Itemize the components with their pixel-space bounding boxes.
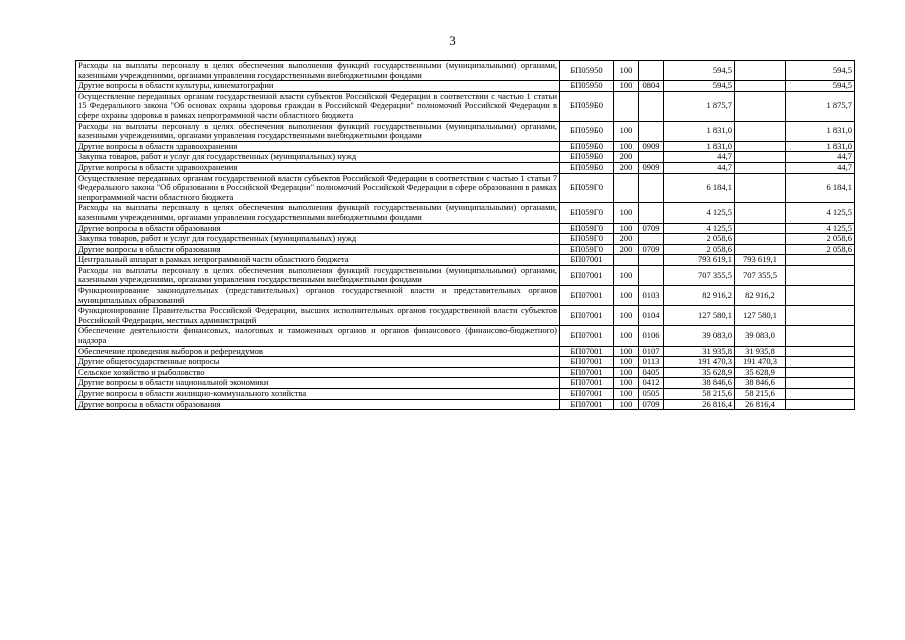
table-row [76, 286, 855, 306]
amount-column-2 [735, 203, 786, 223]
target-article-code: БП059Б0 [560, 91, 614, 121]
table-body [76, 61, 855, 410]
target-article-code: БП059Б0 [560, 162, 614, 173]
table-row [76, 141, 855, 152]
row-description: Обеспечение деятельности финансовых, налоговых и таможенных органов и органов финансового (финансово-бюджетного) надзора [76, 326, 560, 346]
amount-column-3: 1 831,0 [786, 121, 855, 141]
target-article-code: БП059Г0 [560, 173, 614, 203]
row-description: Сельское хозяйство и рыболовство [76, 367, 560, 378]
target-article-code: БП07001 [560, 265, 614, 285]
section-code [639, 203, 664, 223]
amount-column-3 [786, 255, 855, 266]
section-code [639, 265, 664, 285]
table-row [76, 265, 855, 285]
amount-column-3: 2 058,6 [786, 244, 855, 255]
row-description: Другие вопросы в области жилищно-коммунального хозяйства [76, 389, 560, 400]
section-code [639, 234, 664, 245]
section-code: 0106 [639, 326, 664, 346]
section-code: 0104 [639, 306, 664, 326]
section-code: 0709 [639, 223, 664, 234]
amount-total: 44,7 [664, 162, 735, 173]
table-row [76, 244, 855, 255]
amount-total: 793 619,1 [664, 255, 735, 266]
row-description: Осуществление переданных органам государственной власти субъектов Российской Федерации в соответствии с частью 1 статьи 7 Федерального закона "Об образовании в Российской Федерации" полномочий Российской Федерации в сфере образования в рамках непрограммной части областного бюджета [76, 173, 560, 203]
amount-column-3 [786, 378, 855, 389]
amount-column-3 [786, 265, 855, 285]
table-row [76, 223, 855, 234]
expense-type-code: 100 [614, 306, 639, 326]
section-code: 0709 [639, 244, 664, 255]
row-description: Другие вопросы в области образования [76, 244, 560, 255]
row-description: Другие вопросы в области здравоохранения [76, 141, 560, 152]
amount-column-3: 594,5 [786, 61, 855, 81]
expense-type-code: 100 [614, 223, 639, 234]
table-row [76, 121, 855, 141]
amount-total: 4 125,5 [664, 203, 735, 223]
amount-column-3 [786, 346, 855, 357]
section-code: 0113 [639, 357, 664, 368]
row-description: Другие вопросы в области национальной экономики [76, 378, 560, 389]
expense-type-code [614, 91, 639, 121]
amount-total: 6 184,1 [664, 173, 735, 203]
amount-column-3: 4 125,5 [786, 203, 855, 223]
target-article-code: БП07001 [560, 306, 614, 326]
expense-type-code: 200 [614, 244, 639, 255]
amount-column-2: 127 580,1 [735, 306, 786, 326]
target-article-code: БП07001 [560, 378, 614, 389]
amount-column-2 [735, 61, 786, 81]
expense-type-code: 100 [614, 61, 639, 81]
amount-column-2 [735, 81, 786, 92]
table-row [76, 234, 855, 245]
amount-column-2: 58 215,6 [735, 389, 786, 400]
amount-total: 594,5 [664, 61, 735, 81]
amount-column-2: 82 916,2 [735, 286, 786, 306]
table-row [76, 152, 855, 163]
amount-total: 1 875,7 [664, 91, 735, 121]
amount-total: 44,7 [664, 152, 735, 163]
amount-column-2 [735, 141, 786, 152]
target-article-code: БП07001 [560, 357, 614, 368]
page-number: 3 [449, 33, 456, 48]
amount-column-2 [735, 121, 786, 141]
expense-type-code: 100 [614, 357, 639, 368]
expense-type-code: 100 [614, 265, 639, 285]
amount-column-2: 191 470,3 [735, 357, 786, 368]
target-article-code: БП07001 [560, 367, 614, 378]
amount-column-2: 31 935,8 [735, 346, 786, 357]
amount-column-3: 1 875,7 [786, 91, 855, 121]
target-article-code: БП059Г0 [560, 203, 614, 223]
amount-column-3: 44,7 [786, 152, 855, 163]
target-article-code: БП05950 [560, 61, 614, 81]
amount-total: 35 628,9 [664, 367, 735, 378]
amount-total: 1 831,0 [664, 121, 735, 141]
amount-column-2 [735, 162, 786, 173]
expense-type-code: 100 [614, 326, 639, 346]
amount-column-2: 26 816,4 [735, 399, 786, 410]
expense-type-code: 200 [614, 152, 639, 163]
amount-column-2: 38 846,6 [735, 378, 786, 389]
amount-total: 594,5 [664, 81, 735, 92]
table-row [76, 306, 855, 326]
row-description: Другие общегосударственные вопросы [76, 357, 560, 368]
target-article-code: БП059Г0 [560, 223, 614, 234]
section-code [639, 173, 664, 203]
table-row [76, 162, 855, 173]
amount-column-3 [786, 286, 855, 306]
expense-type-code: 100 [614, 378, 639, 389]
section-code: 0909 [639, 141, 664, 152]
table-row [76, 399, 855, 410]
row-description: Другие вопросы в области культуры, кинематографии [76, 81, 560, 92]
amount-total: 4 125,5 [664, 223, 735, 234]
expense-type-code [614, 255, 639, 266]
section-code: 0505 [639, 389, 664, 400]
table-row [76, 203, 855, 223]
amount-column-3 [786, 326, 855, 346]
row-description: Обеспечение проведения выборов и референдумов [76, 346, 560, 357]
row-description: Центральный аппарат в рамках непрограммной части областного бюджета [76, 255, 560, 266]
amount-total: 1 831,0 [664, 141, 735, 152]
expense-type-code [614, 173, 639, 203]
amount-column-3 [786, 399, 855, 410]
row-description: Функционирование законодательных (представительных) органов государственной власти и представительных органов муниципальных образований [76, 286, 560, 306]
amount-column-3: 2 058,6 [786, 234, 855, 245]
row-description: Осуществление переданных органам государственной власти субъектов Российской Федерации в соответствии с частью 1 статьи 15 Федерального закона "Об основах охраны здоровья граждан в Российской Федерации" полномочий Российской Федерации в сфере охраны здоровья в рамках непрограммной части областного бюджета [76, 91, 560, 121]
expense-type-code: 100 [614, 286, 639, 306]
amount-column-3 [786, 306, 855, 326]
section-code: 0804 [639, 81, 664, 92]
section-code: 0909 [639, 162, 664, 173]
table-row [76, 173, 855, 203]
expense-type-code: 100 [614, 346, 639, 357]
expense-type-code: 200 [614, 162, 639, 173]
amount-total: 82 916,2 [664, 286, 735, 306]
expense-type-code: 200 [614, 234, 639, 245]
amount-total: 127 580,1 [664, 306, 735, 326]
amount-total: 39 083,0 [664, 326, 735, 346]
amount-total: 26 816,4 [664, 399, 735, 410]
budget-table [75, 60, 855, 410]
amount-column-3: 1 831,0 [786, 141, 855, 152]
amount-column-3 [786, 389, 855, 400]
section-code: 0103 [639, 286, 664, 306]
table-row [76, 378, 855, 389]
expense-type-code: 100 [614, 367, 639, 378]
amount-column-2: 707 355,5 [735, 265, 786, 285]
amount-total: 2 058,6 [664, 244, 735, 255]
amount-column-2 [735, 223, 786, 234]
target-article-code: БП07001 [560, 389, 614, 400]
expense-type-code: 100 [614, 121, 639, 141]
target-article-code: БП07001 [560, 326, 614, 346]
section-code: 0405 [639, 367, 664, 378]
target-article-code: БП07001 [560, 399, 614, 410]
amount-column-3: 44,7 [786, 162, 855, 173]
row-description: Другие вопросы в области здравоохранения [76, 162, 560, 173]
table-row [76, 255, 855, 266]
amount-column-2: 35 628,9 [735, 367, 786, 378]
target-article-code: БП059Г0 [560, 244, 614, 255]
table-row [76, 81, 855, 92]
target-article-code: БП059Б0 [560, 152, 614, 163]
table-row [76, 61, 855, 81]
amount-column-2 [735, 91, 786, 121]
amount-total: 2 058,6 [664, 234, 735, 245]
amount-column-2: 793 619,1 [735, 255, 786, 266]
amount-column-2 [735, 152, 786, 163]
section-code [639, 91, 664, 121]
target-article-code: БП07001 [560, 255, 614, 266]
amount-column-3: 6 184,1 [786, 173, 855, 203]
amount-total: 191 470,3 [664, 357, 735, 368]
row-description: Другие вопросы в области образования [76, 223, 560, 234]
target-article-code: БП07001 [560, 346, 614, 357]
table-row [76, 367, 855, 378]
expense-type-code: 100 [614, 81, 639, 92]
section-code: 0107 [639, 346, 664, 357]
section-code [639, 121, 664, 141]
target-article-code: БП07001 [560, 286, 614, 306]
amount-column-3: 4 125,5 [786, 223, 855, 234]
table-row [76, 91, 855, 121]
amount-column-2 [735, 173, 786, 203]
amount-column-3 [786, 357, 855, 368]
section-code [639, 152, 664, 163]
amount-column-2 [735, 234, 786, 245]
section-code [639, 61, 664, 81]
expense-type-code: 100 [614, 389, 639, 400]
target-article-code: БП05950 [560, 81, 614, 92]
section-code: 0709 [639, 399, 664, 410]
row-description: Расходы на выплаты персоналу в целях обеспечения выполнения функций государственными (муниципальными) органами, казенными учреждениями, органами управления государственными внебюджетными фондами [76, 121, 560, 141]
amount-column-3: 594,5 [786, 81, 855, 92]
amount-total: 38 846,6 [664, 378, 735, 389]
expense-type-code: 100 [614, 203, 639, 223]
amount-total: 58 215,6 [664, 389, 735, 400]
row-description: Закупка товаров, работ и услуг для государственных (муниципальных) нужд [76, 234, 560, 245]
section-code [639, 255, 664, 266]
row-description: Закупка товаров, работ и услуг для государственных (муниципальных) нужд [76, 152, 560, 163]
expense-type-code: 100 [614, 399, 639, 410]
amount-total: 707 355,5 [664, 265, 735, 285]
table-row [76, 357, 855, 368]
expense-type-code: 100 [614, 141, 639, 152]
table-row [76, 389, 855, 400]
amount-total: 31 935,8 [664, 346, 735, 357]
amount-column-2 [735, 244, 786, 255]
target-article-code: БП059Г0 [560, 234, 614, 245]
table-row [76, 326, 855, 346]
row-description: Другие вопросы в области образования [76, 399, 560, 410]
target-article-code: БП059Б0 [560, 121, 614, 141]
amount-column-2: 39 083,0 [735, 326, 786, 346]
row-description: Расходы на выплаты персоналу в целях обеспечения выполнения функций государственными (муниципальными) органами, казенными учреждениями, органами управления государственными внебюджетными фондами [76, 265, 560, 285]
row-description: Расходы на выплаты персоналу в целях обеспечения выполнения функций государственными (муниципальными) органами, казенными учреждениями, органами управления государственными внебюджетными фондами [76, 61, 560, 81]
target-article-code: БП059Б0 [560, 141, 614, 152]
amount-column-3 [786, 367, 855, 378]
row-description: Функционирование Правительства Российской Федерации, высших исполнительных органов государственной власти субъектов Российской Федерации, местных администраций [76, 306, 560, 326]
table-row [76, 346, 855, 357]
row-description: Расходы на выплаты персоналу в целях обеспечения выполнения функций государственными (муниципальными) органами, казенными учреждениями, органами управления государственными внебюджетными фондами [76, 203, 560, 223]
section-code: 0412 [639, 378, 664, 389]
